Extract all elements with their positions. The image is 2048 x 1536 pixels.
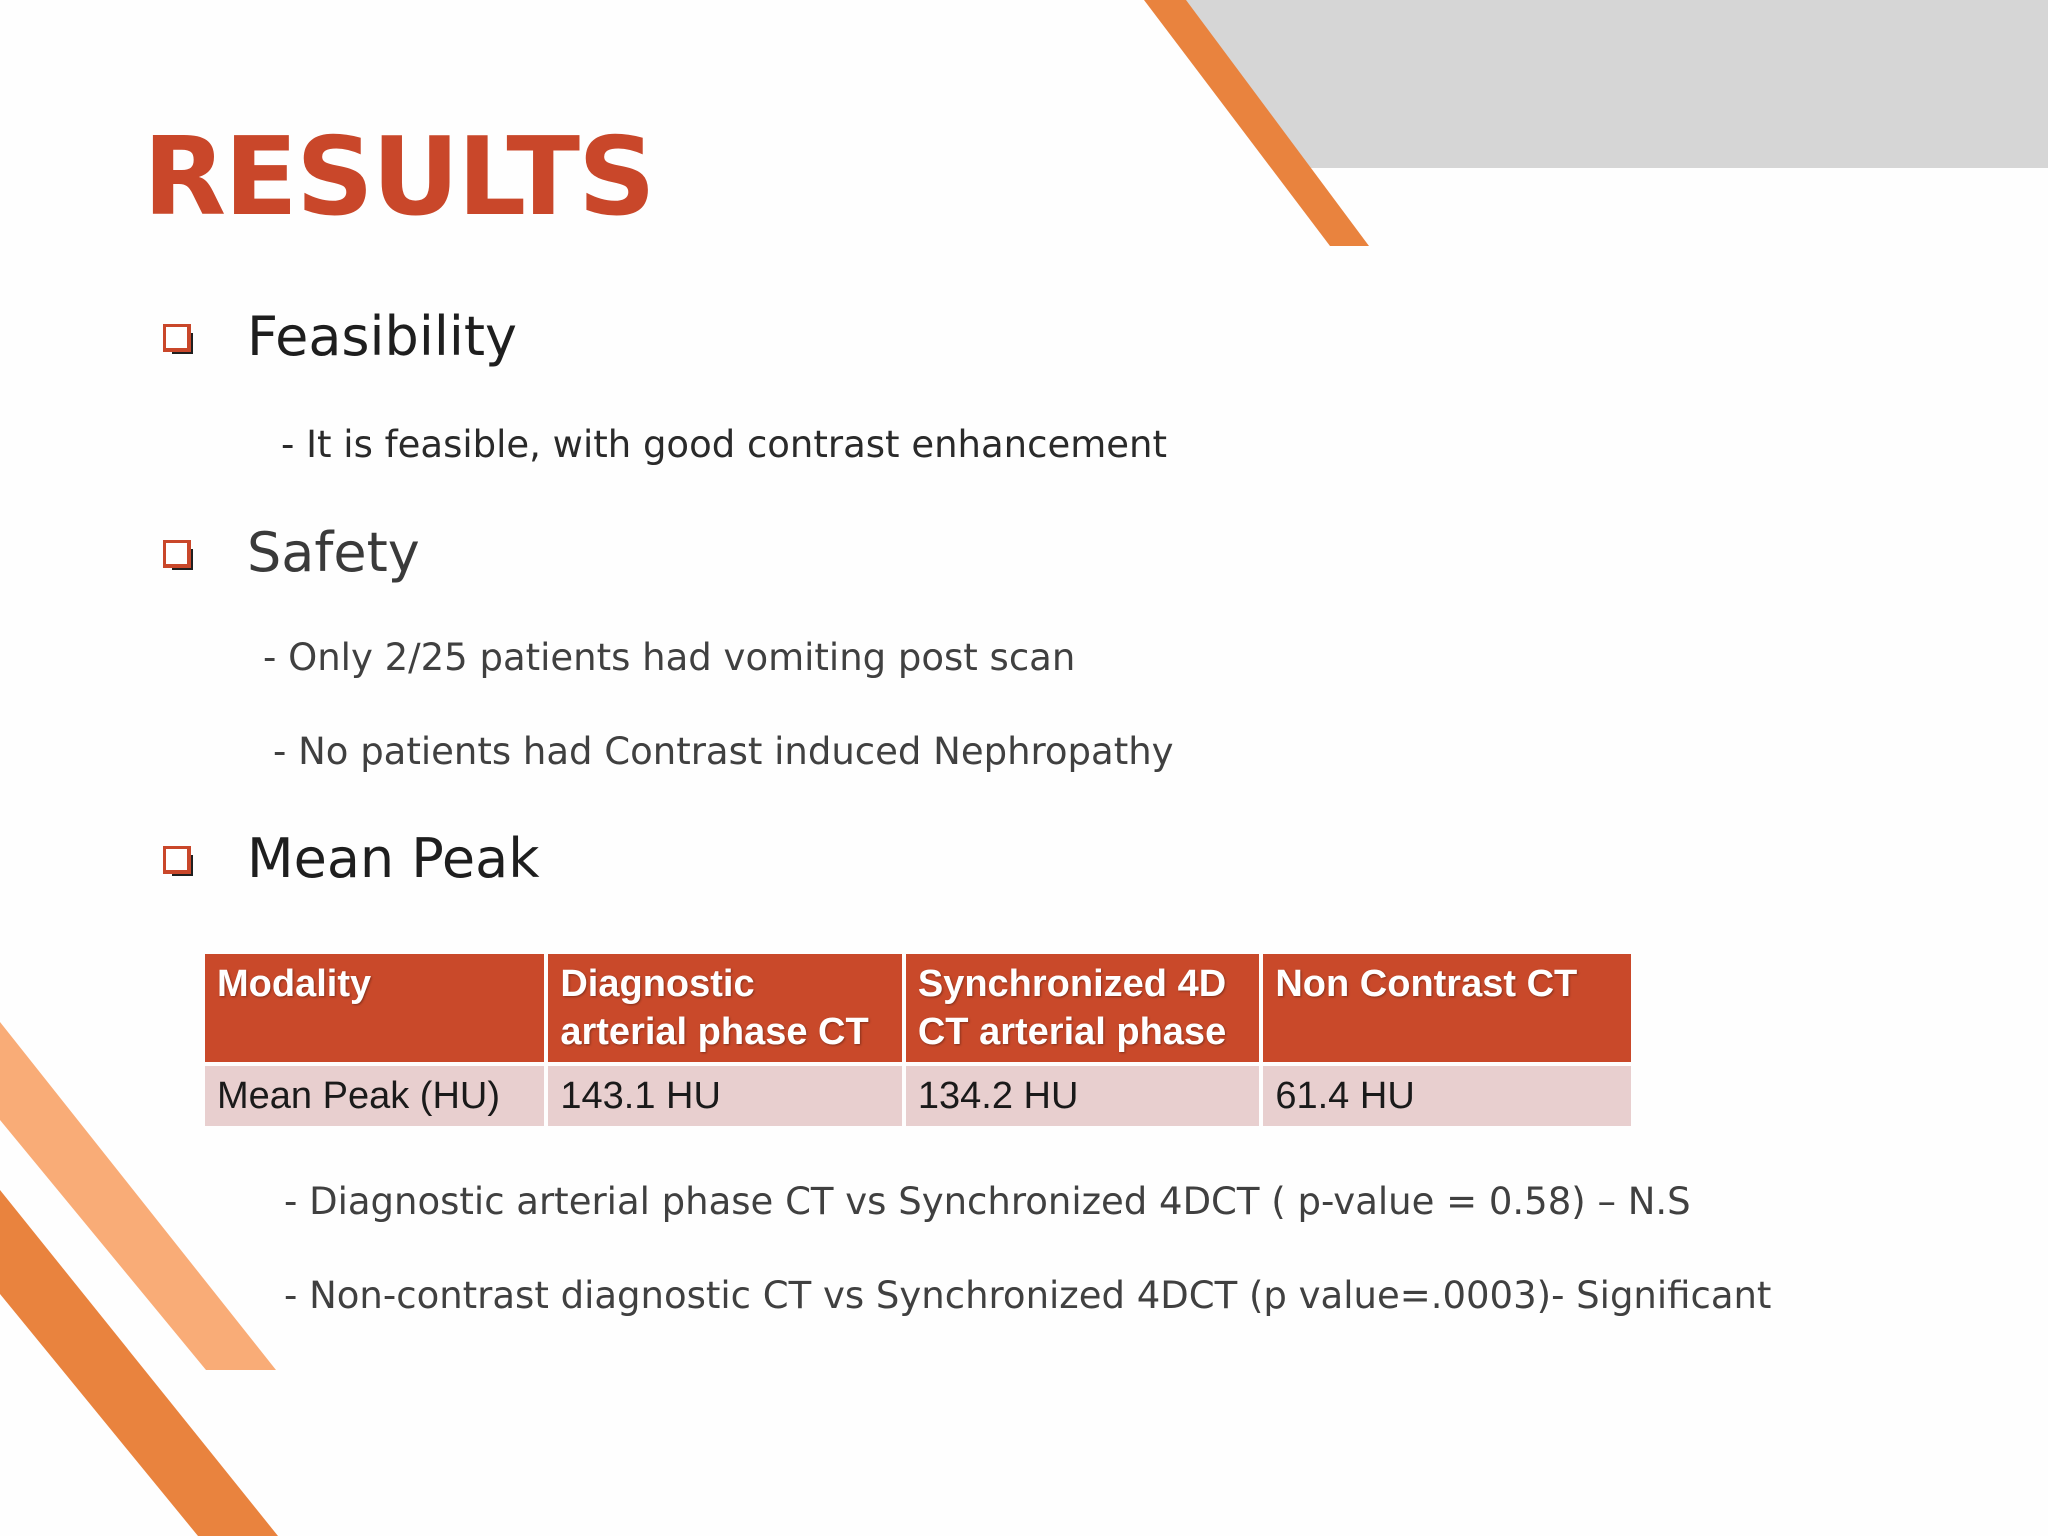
table-header-cell: Synchronized 4D CT arterial phase	[906, 954, 1260, 1062]
section-heading-feasibility: Feasibility	[247, 305, 517, 368]
mean-peak-table	[201, 950, 1635, 1130]
square-bullet-icon	[163, 324, 193, 354]
section-heading-mean-peak: Mean Peak	[247, 827, 540, 890]
comparison-line-non-contrast: - Non-contrast diagnostic CT vs Synchronized 4DCT (p value=.0003)- Significant	[284, 1274, 1772, 1317]
table-header-row	[205, 954, 1631, 1062]
table-cell: 143.1 HU	[548, 1066, 902, 1126]
safety-line-vomiting: - Only 2/25 patients had vomiting post scan	[263, 636, 1076, 679]
feasibility-line: - It is feasible, with good contrast enhancement	[281, 423, 1167, 466]
table-cell: 61.4 HU	[1263, 1066, 1631, 1126]
gray-band-shape	[1180, 0, 2048, 168]
square-bullet-icon	[163, 846, 193, 876]
table-row	[205, 1066, 1631, 1126]
table-header-cell: Modality	[205, 954, 544, 1062]
table-cell: Mean Peak (HU)	[205, 1066, 544, 1126]
table-header-cell: Non Contrast CT	[1263, 954, 1631, 1062]
section-heading-safety: Safety	[247, 521, 420, 584]
table-header-cell: Diagnostic arterial phase CT	[548, 954, 902, 1062]
square-bullet-icon	[163, 540, 193, 570]
table-cell: 134.2 HU	[906, 1066, 1260, 1126]
safety-line-nephropathy: - No patients had Contrast induced Nephropathy	[273, 730, 1174, 773]
comparison-line-diagnostic: - Diagnostic arterial phase CT vs Synchronized 4DCT ( p-value = 0.58) – N.S	[284, 1180, 1691, 1223]
slide-title: RESULTS	[143, 115, 654, 240]
